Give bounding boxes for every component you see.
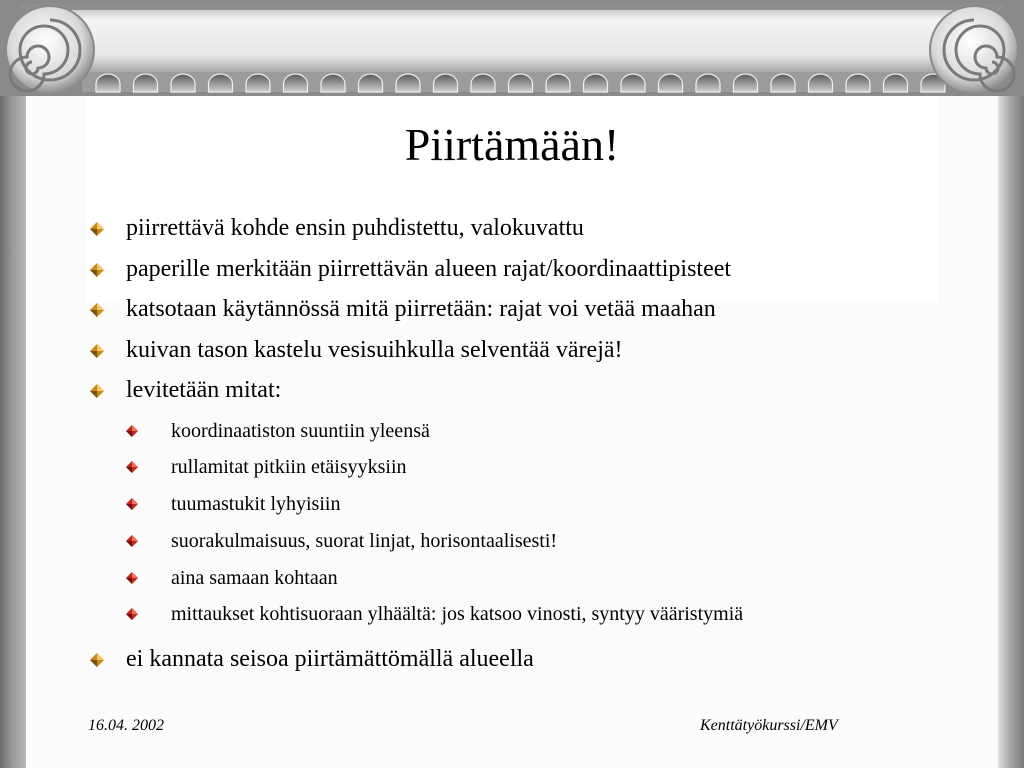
egg-molding-shape bbox=[659, 74, 683, 92]
list-item bbox=[86, 370, 966, 633]
egg-molding-shape bbox=[546, 74, 570, 92]
diamond-bullet-icon bbox=[90, 222, 104, 236]
slide-title: Piirtämään! bbox=[404, 119, 620, 170]
list-item bbox=[86, 249, 966, 290]
egg-molding-shape bbox=[696, 74, 720, 92]
sub-list-item bbox=[126, 523, 966, 560]
diamond-bullet-icon bbox=[90, 653, 104, 667]
red-diamond-bullet-icon bbox=[126, 572, 138, 584]
list-item bbox=[86, 330, 966, 371]
diamond-bullet-icon bbox=[90, 303, 104, 317]
egg-molding-shape bbox=[509, 74, 533, 92]
bullet-list bbox=[86, 208, 966, 680]
list-item bbox=[86, 208, 966, 249]
red-diamond-bullet-icon bbox=[126, 498, 138, 510]
bullet-text: kuivan tason kastelu vesisuihkulla selventää värejä! bbox=[126, 336, 623, 363]
sub-list-item bbox=[126, 486, 966, 523]
egg-molding-shape bbox=[584, 74, 608, 92]
ionic-capital-decoration bbox=[0, 0, 1024, 96]
sub-bullet-list bbox=[126, 413, 966, 634]
egg-molding-shape bbox=[171, 74, 195, 92]
right-volute-icon bbox=[930, 6, 1018, 94]
list-item bbox=[86, 639, 966, 680]
egg-molding-shape bbox=[359, 74, 383, 92]
egg-molding-shape bbox=[846, 74, 870, 92]
bullet-text: piirrettävä kohde ensin puhdistettu, valokuvattu bbox=[126, 215, 584, 241]
egg-molding-shape bbox=[771, 74, 795, 92]
egg-molding-shape bbox=[321, 74, 345, 92]
sub-list-item bbox=[126, 413, 966, 450]
bullet-text: katsotaan käytännössä mitä piirretään: rajat voi vetää maahan bbox=[126, 296, 716, 322]
sub-bullet-text: suorakulmaisuus, suorat linjat, horisontaalisesti! bbox=[171, 529, 558, 552]
egg-molding-shape bbox=[621, 74, 645, 92]
sub-bullet-text: mittaukset kohtisuoraan ylhäältä: jos katsoo vinosti, syntyy vääristymiä bbox=[171, 603, 744, 626]
left-volute-icon bbox=[6, 6, 94, 94]
red-diamond-bullet-icon bbox=[126, 608, 138, 620]
egg-molding-shape bbox=[396, 74, 420, 92]
bullet-text: paperille merkitään piirrettävän alueen rajat/koordinaattipisteet bbox=[126, 255, 732, 282]
egg-molding-shape bbox=[96, 74, 120, 92]
egg-molding-shape bbox=[734, 74, 758, 92]
diamond-bullet-icon bbox=[90, 263, 104, 277]
egg-molding-shape bbox=[209, 74, 233, 92]
bullet-text: ei kannata seisoa piirtämättömällä alueella bbox=[126, 646, 534, 673]
bullet-text: levitetään mitat: bbox=[126, 377, 282, 403]
red-diamond-bullet-icon bbox=[126, 461, 138, 473]
red-diamond-bullet-icon bbox=[126, 425, 138, 437]
footer-date: 16.04. 2002 bbox=[88, 717, 164, 734]
egg-molding-shape bbox=[434, 74, 458, 92]
egg-molding-shape bbox=[134, 74, 158, 92]
egg-molding-shape bbox=[246, 74, 270, 92]
egg-molding-shape bbox=[471, 74, 495, 92]
sub-list-item bbox=[126, 596, 966, 633]
red-diamond-bullet-icon bbox=[126, 535, 138, 547]
list-item bbox=[86, 289, 966, 330]
sub-bullet-text: aina samaan kohtaan bbox=[171, 566, 338, 589]
sub-bullet-text: koordinaatiston suuntiin yleensä bbox=[171, 419, 430, 442]
diamond-bullet-icon bbox=[90, 384, 104, 398]
egg-molding-shape bbox=[809, 74, 833, 92]
sub-bullet-text: tuumastukit lyhyisiin bbox=[171, 493, 341, 516]
egg-molding-shape bbox=[284, 74, 308, 92]
sub-list-item bbox=[126, 560, 966, 597]
footer-course: Kenttätyökurssi/EMV bbox=[700, 717, 838, 734]
sub-bullet-text: rullamitat pitkiin etäisyyksiin bbox=[171, 456, 407, 479]
egg-molding-shape bbox=[884, 74, 908, 92]
diamond-bullet-icon bbox=[90, 344, 104, 358]
column-frame-right bbox=[998, 0, 1024, 768]
sub-list-item bbox=[126, 449, 966, 486]
